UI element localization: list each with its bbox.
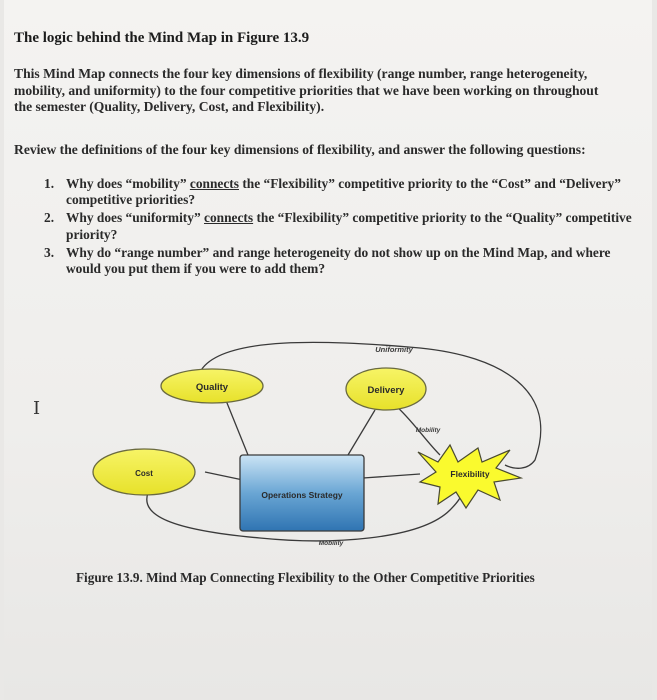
figure-caption: Figure 13.9. Mind Map Connecting Flexibility to the Other Competitive Priorities — [76, 570, 535, 585]
cost-label: Cost — [135, 469, 153, 478]
question-number: 2. — [44, 210, 55, 226]
uniformity-edge-label: Uniformity — [375, 345, 413, 354]
question-number: 1. — [44, 176, 55, 191]
mobility-edge-label-top: Mobility — [415, 427, 441, 434]
question-number: 3. — [44, 244, 55, 260]
text-cursor-icon: I — [33, 398, 41, 419]
page-heading: The logic behind the Mind Map in Figure 13.9 — [14, 30, 310, 46]
question-text: the “Flexibility” competitive priority to the “Cost” and “Delivery” competitive priorities? — [66, 176, 621, 208]
question-link[interactable]: connects — [189, 176, 239, 191]
quality-label: Quality — [195, 382, 229, 393]
edge-center-flex — [363, 474, 420, 478]
question-link[interactable]: connects — [204, 210, 254, 226]
edge-delivery-center — [348, 410, 375, 455]
question-text: Why do “range number” and range heterogeneity do not show up on the Mind Map, and where would you put them if you were to add them? — [66, 244, 611, 277]
mobility-edge-label-bottom: Mobility — [318, 540, 344, 547]
question-text: Why does “uniformity” — [66, 210, 205, 226]
operations-strategy-label: Operations Strategy — [261, 490, 343, 500]
intro-paragraph: This Mind Map connects the four key dimensions of flexibility (range number, range heterogeneity, mobility, and uniformity) to the four competitive priorities that we have been working on throughout the semester (Quality, Delivery, Cost, and Flexibility). — [14, 66, 599, 114]
delivery-label: Delivery — [367, 385, 405, 396]
question-text: Why does “mobility” — [66, 176, 190, 191]
question-text: the “Flexibility” competitive priority to the “Quality” competitive priority? — [66, 210, 632, 242]
edge-cost-center — [205, 472, 243, 480]
edge-quality-center — [225, 398, 248, 455]
flexibility-label: Flexibility — [450, 469, 490, 479]
review-instructions: Review the definitions of the four key dimensions of flexibility, and answer the following questions: — [14, 142, 586, 157]
